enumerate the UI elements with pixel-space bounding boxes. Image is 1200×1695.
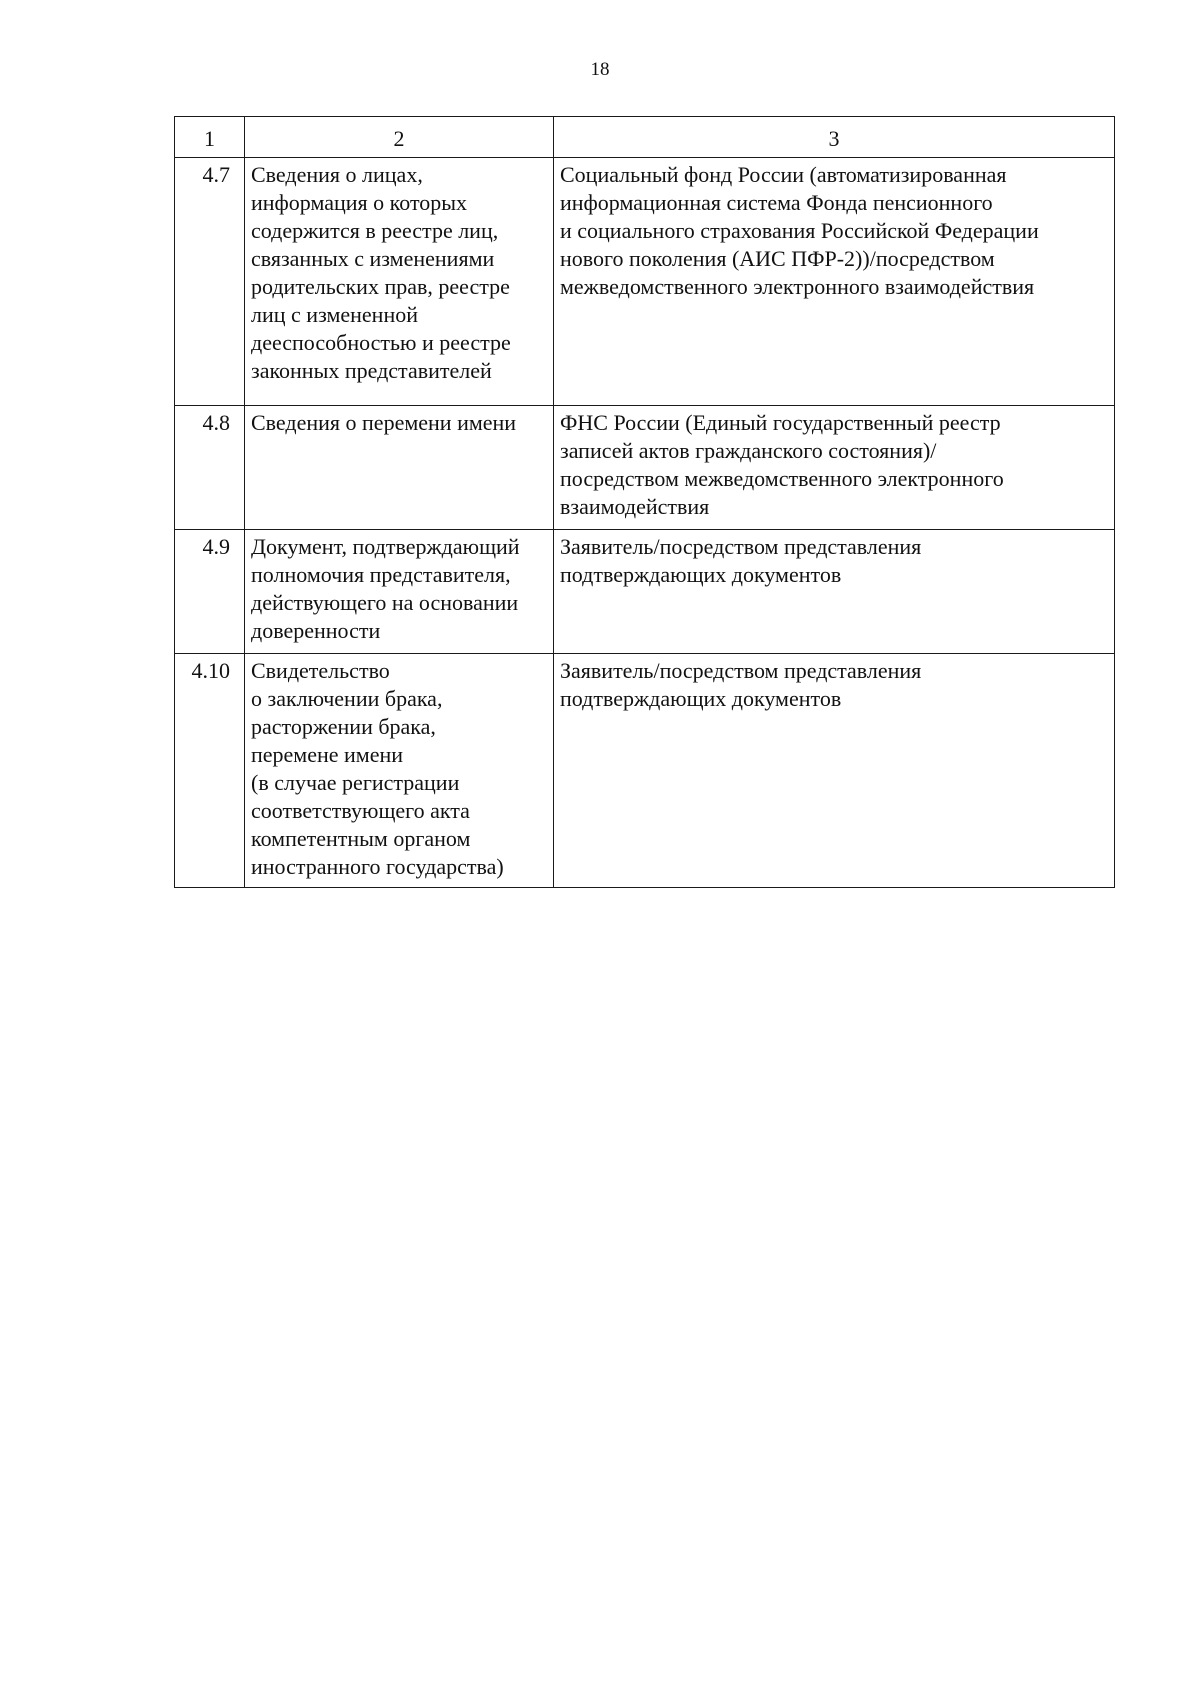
source-line: подтверждающих документов <box>560 562 842 587</box>
document-line: содержится в реестре лиц, <box>251 218 499 243</box>
header-cell-3: 3 <box>554 117 1115 158</box>
table-row <box>175 158 1115 406</box>
document-line: доверенности <box>251 618 381 643</box>
document-line: компетентным органом <box>251 826 471 851</box>
header-cell-2: 2 <box>245 117 554 158</box>
document-line: Сведения о перемени имени <box>251 410 517 435</box>
source-line: Заявитель/посредством представления <box>560 658 922 683</box>
document-line: лиц с измененной <box>251 302 418 327</box>
table-row <box>175 530 1115 654</box>
source-cell <box>554 158 1115 406</box>
documents-table <box>174 116 1115 888</box>
document-cell <box>245 530 554 654</box>
document-cell <box>245 158 554 406</box>
document-line: о заключении брака, <box>251 686 443 711</box>
document-line: соответствующего акта <box>251 798 470 823</box>
document-line: связанных с изменениями <box>251 246 495 271</box>
page-number: 18 <box>590 59 610 80</box>
document-line: полномочия представителя, <box>251 562 511 587</box>
source-line: посредством межведомственного электронного <box>560 466 1004 491</box>
document-line: родительских прав, реестре <box>251 274 510 299</box>
document-line: действующего на основании <box>251 590 519 615</box>
table-row <box>175 654 1115 888</box>
source-cell <box>554 654 1115 888</box>
document-line: Свидетельство <box>251 658 390 683</box>
row-number: 4.10 <box>175 654 245 888</box>
document-cell <box>245 654 554 888</box>
source-line: записей актов гражданского состояния)/ <box>560 438 937 463</box>
source-line: нового поколения (АИС ПФР-2))/посредством <box>560 246 995 271</box>
document-line: информация о которых <box>251 190 468 215</box>
source-line: межведомственного электронного взаимодействия <box>560 274 1035 299</box>
source-cell <box>554 406 1115 530</box>
row-number: 4.9 <box>175 530 245 654</box>
document-line: законных представителей <box>251 358 492 383</box>
source-cell <box>554 530 1115 654</box>
row-number: 4.7 <box>175 158 245 406</box>
document-line: Сведения о лицах, <box>251 162 423 187</box>
table-row <box>175 406 1115 530</box>
document-line: расторжении брака, <box>251 714 436 739</box>
header-cell-1: 1 <box>175 117 245 158</box>
source-line: и социального страхования Российской Федерации <box>560 218 1039 243</box>
document-line: Документ, подтверждающий <box>251 534 520 559</box>
source-line: подтверждающих документов <box>560 686 842 711</box>
row-number: 4.8 <box>175 406 245 530</box>
document-line: иностранного государства) <box>251 854 504 879</box>
source-line: ФНС России (Единый государственный реестр <box>560 410 1001 435</box>
source-line: Заявитель/посредством представления <box>560 534 922 559</box>
document-line: (в случае регистрации <box>251 770 460 795</box>
table-header-row <box>175 117 1115 158</box>
document-cell <box>245 406 554 530</box>
source-line: взаимодействия <box>560 494 710 519</box>
document-line: перемене имени <box>251 742 404 767</box>
source-line: Социальный фонд России (автоматизированная <box>560 162 1007 187</box>
document-line: дееспособностью и реестре <box>251 330 511 355</box>
source-line: информационная система Фонда пенсионного <box>560 190 993 215</box>
